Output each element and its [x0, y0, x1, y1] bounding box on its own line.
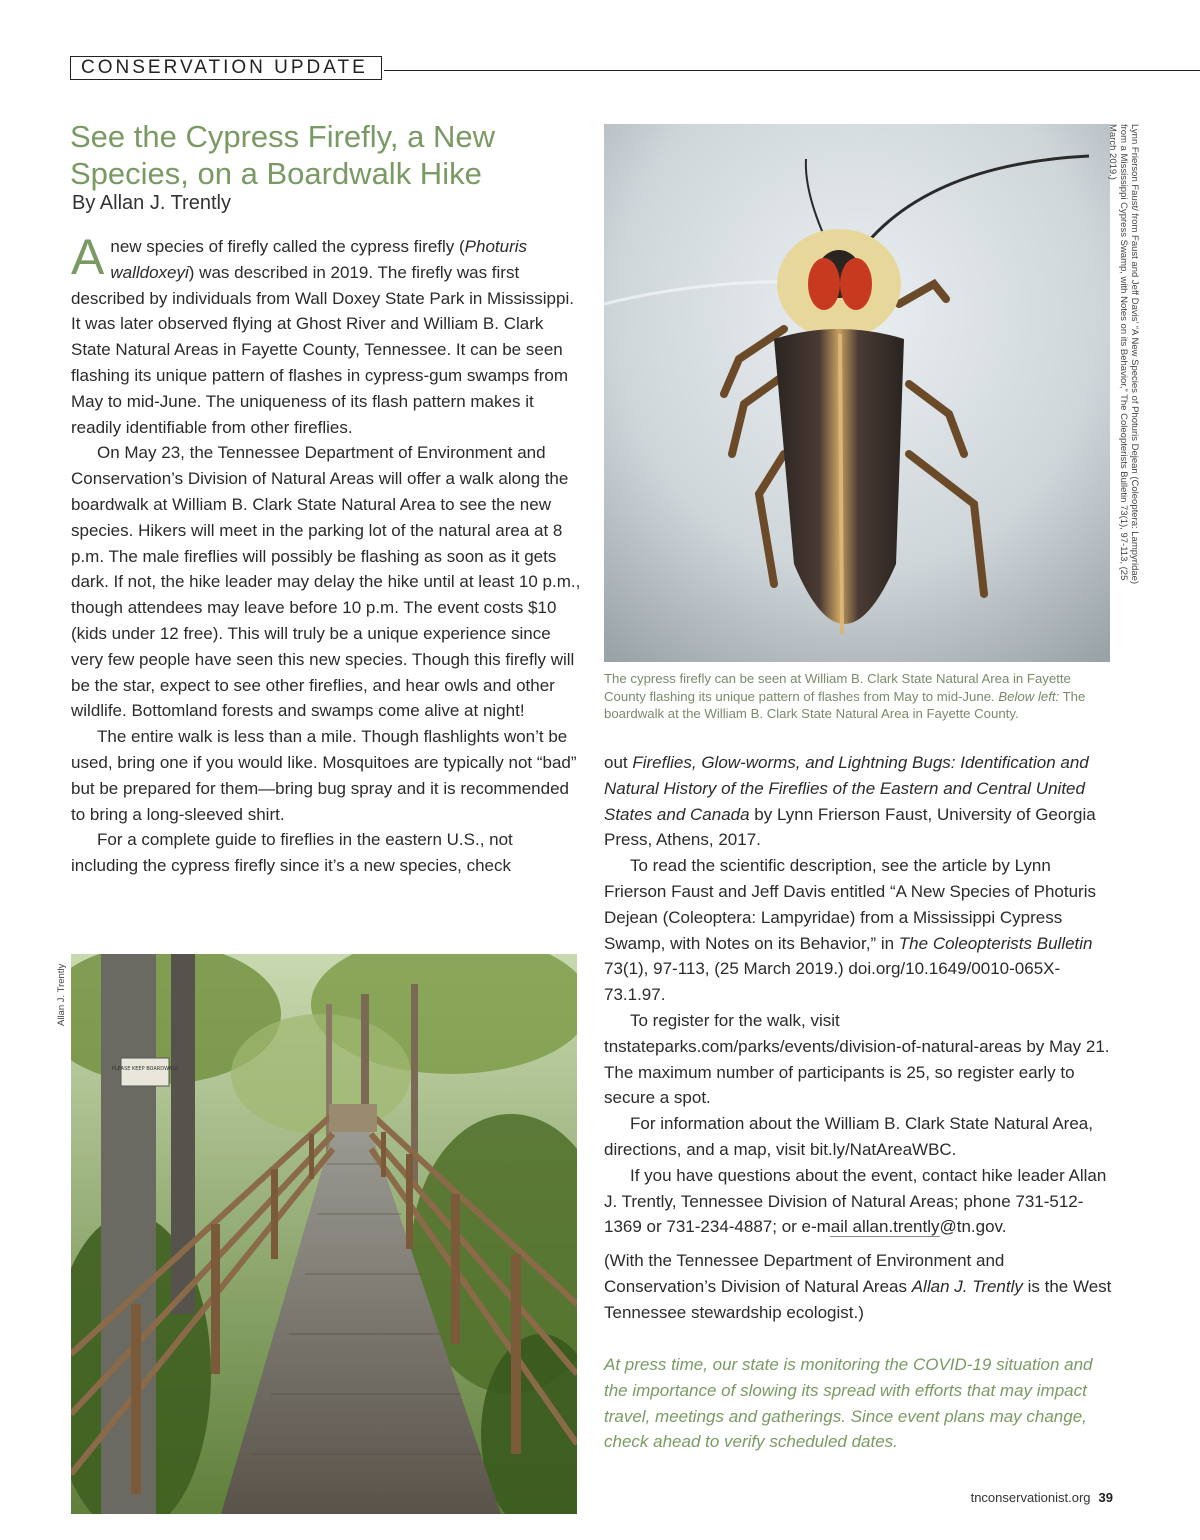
caption-rest: The boardwalk at the William B. Clark State Natural Area in Fayette County.	[604, 688, 1086, 721]
photo-caption	[604, 670, 1110, 723]
byline: By Allan J. Trently	[72, 192, 231, 214]
paragraph-3: The entire walk is less than a mile. Though flashlights won’t be used, bring one if you would like. Mosquitoes are typically not “bad” but be prepared for them—bring bug spray and it is recommended to bring a long-sleeved shirt.	[71, 727, 577, 824]
page-footer	[971, 1490, 1113, 1505]
paragraph-4: For a complete guide to fireflies in the eastern U.S., not including the cypress firefly since it’s a new species, check	[71, 830, 513, 876]
bio-text-b: is the West Tennessee stewardship ecologist.)	[604, 1276, 1112, 1322]
paragraph-1	[71, 229, 581, 440]
p4c-text-a: out	[604, 753, 633, 772]
p4c-text-b: by Lynn Frierson Faust, University of Georgia Press, Athens, 2017.	[604, 804, 1096, 850]
p1-text-b: ) was described in 2019. The firefly was first described by individuals from Wall Doxey State Park in Mississippi. It was later observed flying at Ghost River and William B. Clark State Natural Areas in Fayette County, Tennessee. It can be seen flashing its unique pattern of flashes in cypress-gum swamps from May to mid-June. The uniqueness of its flash pattern makes it readily identifiable from other fireflies.	[71, 262, 574, 437]
paragraph-7: For information about the William B. Clark State Natural Area, directions, and a map, visit bit.ly/NatAreaWBC.	[604, 1114, 1093, 1159]
sign-text: PLEASE KEEP BOARDWALK	[111, 1066, 179, 1072]
species-name: Photuris walldoxeyi	[110, 237, 528, 282]
caption-text: The cypress firefly can be seen at William B. Clark State Natural Area in Fayette County flashing its unique pattern of flashes from May to mid-June.	[604, 671, 1071, 704]
author-name: Allan J. Trently	[911, 1276, 1023, 1296]
boardwalk-photo-credit: Allan J. Trently	[56, 963, 67, 1026]
author-bio	[604, 1248, 1114, 1325]
page-number: 39	[1098, 1490, 1113, 1505]
paragraph-2: On May 23, the Tennessee Department of Environment and Conservation’s Division of Natural Areas will offer a walk along the boardwalk at William B. Clark State Natural Area to see the new species. Hikers will meet in the parking lot of the natural area at 8 p.m. The male fireflies will possibly be flashing as soon as it gets dark. If not, the hike leader may delay the hike until at least 10 p.m., though attendees may leave before 10 p.m. The event costs $10 (kids under 12 free). This will truly be a unique experience since very few people have seen this new species. Though this firefly will be the star, expect to see other fireflies, and hear owls and other wildlife. Bottomland forests and swamps come alive at night!	[71, 443, 581, 721]
p1-text-a: new species of firefly called the cypress firefly (	[110, 237, 465, 256]
p5-text-a: To read the scientific description, see the article by Lynn Frierson Faust and Jeff Davis entitled “A New Species of Photuris Dejean (Coleoptera: Lampyridae) from a Mississippi Cypress Swamp, with Notes on its Behavior,” in	[604, 856, 1096, 953]
book-title: Fireflies, Glow-worms, and Lightning Bugs: Identification and Natural History of the Fireflies of the Eastern and Central United States and Canada	[604, 753, 1089, 824]
bio-text-a: (With the Tennessee Department of Environment and Conservation’s Division of Natural Areas	[604, 1251, 1005, 1296]
paragraph-4-continued	[604, 750, 1114, 853]
covid-note: At press time, our state is monitoring the COVID-19 situation and the importance of slowing its spread with efforts that may impact travel, meetings and gatherings. Since event plans may change, check ahead to verify scheduled dates.	[604, 1355, 1093, 1452]
header-rule	[384, 70, 1200, 71]
right-column	[604, 750, 1114, 1240]
paragraph-6: To register for the walk, visit tnstateparks.com/parks/events/division-of-natural-areas by May 21. The maximum number of participants is 25, so register early to secure a spot.	[604, 1010, 1110, 1108]
footer-site: tnconservationist.org	[970, 1490, 1091, 1505]
section-tag: CONSERVATION UPDATE	[70, 56, 382, 80]
paragraph-5	[604, 853, 1114, 1008]
journal-name: The Coleopterists Bulletin	[898, 933, 1093, 953]
bio-divider	[830, 1236, 940, 1237]
paragraph-8: If you have questions about the event, contact hike leader Allan J. Trently, Tennessee Division of Natural Areas; phone 731-512-1369 or 731-234-4887; or e-mail allan.trently@tn.gov.	[604, 1165, 1107, 1237]
boardwalk-photo	[71, 954, 577, 1514]
firefly-photo-credit: Lynn Frierson Faust/ from Faust and Jeff Davis’ “A New Species of Photuris Dejean (Coleoptera: Lampyridae) from a Mississippi Cypress Swamp, with Notes on its Behavior,” The Coleopterists Bulletin 73(1), 97-113, (25 March 2019.)	[1107, 124, 1140, 585]
caption-label: Below left:	[998, 688, 1060, 704]
drop-cap: A	[71, 229, 105, 285]
firefly-photo	[604, 124, 1110, 662]
left-column	[71, 229, 581, 879]
p5-text-b: 73(1), 97-113, (25 March 2019.) doi.org/10.1649/0010-065X-73.1.97.	[604, 959, 1061, 1005]
article-title: See the Cypress Firefly, a New Species, on a Boardwalk Hike	[70, 119, 495, 191]
